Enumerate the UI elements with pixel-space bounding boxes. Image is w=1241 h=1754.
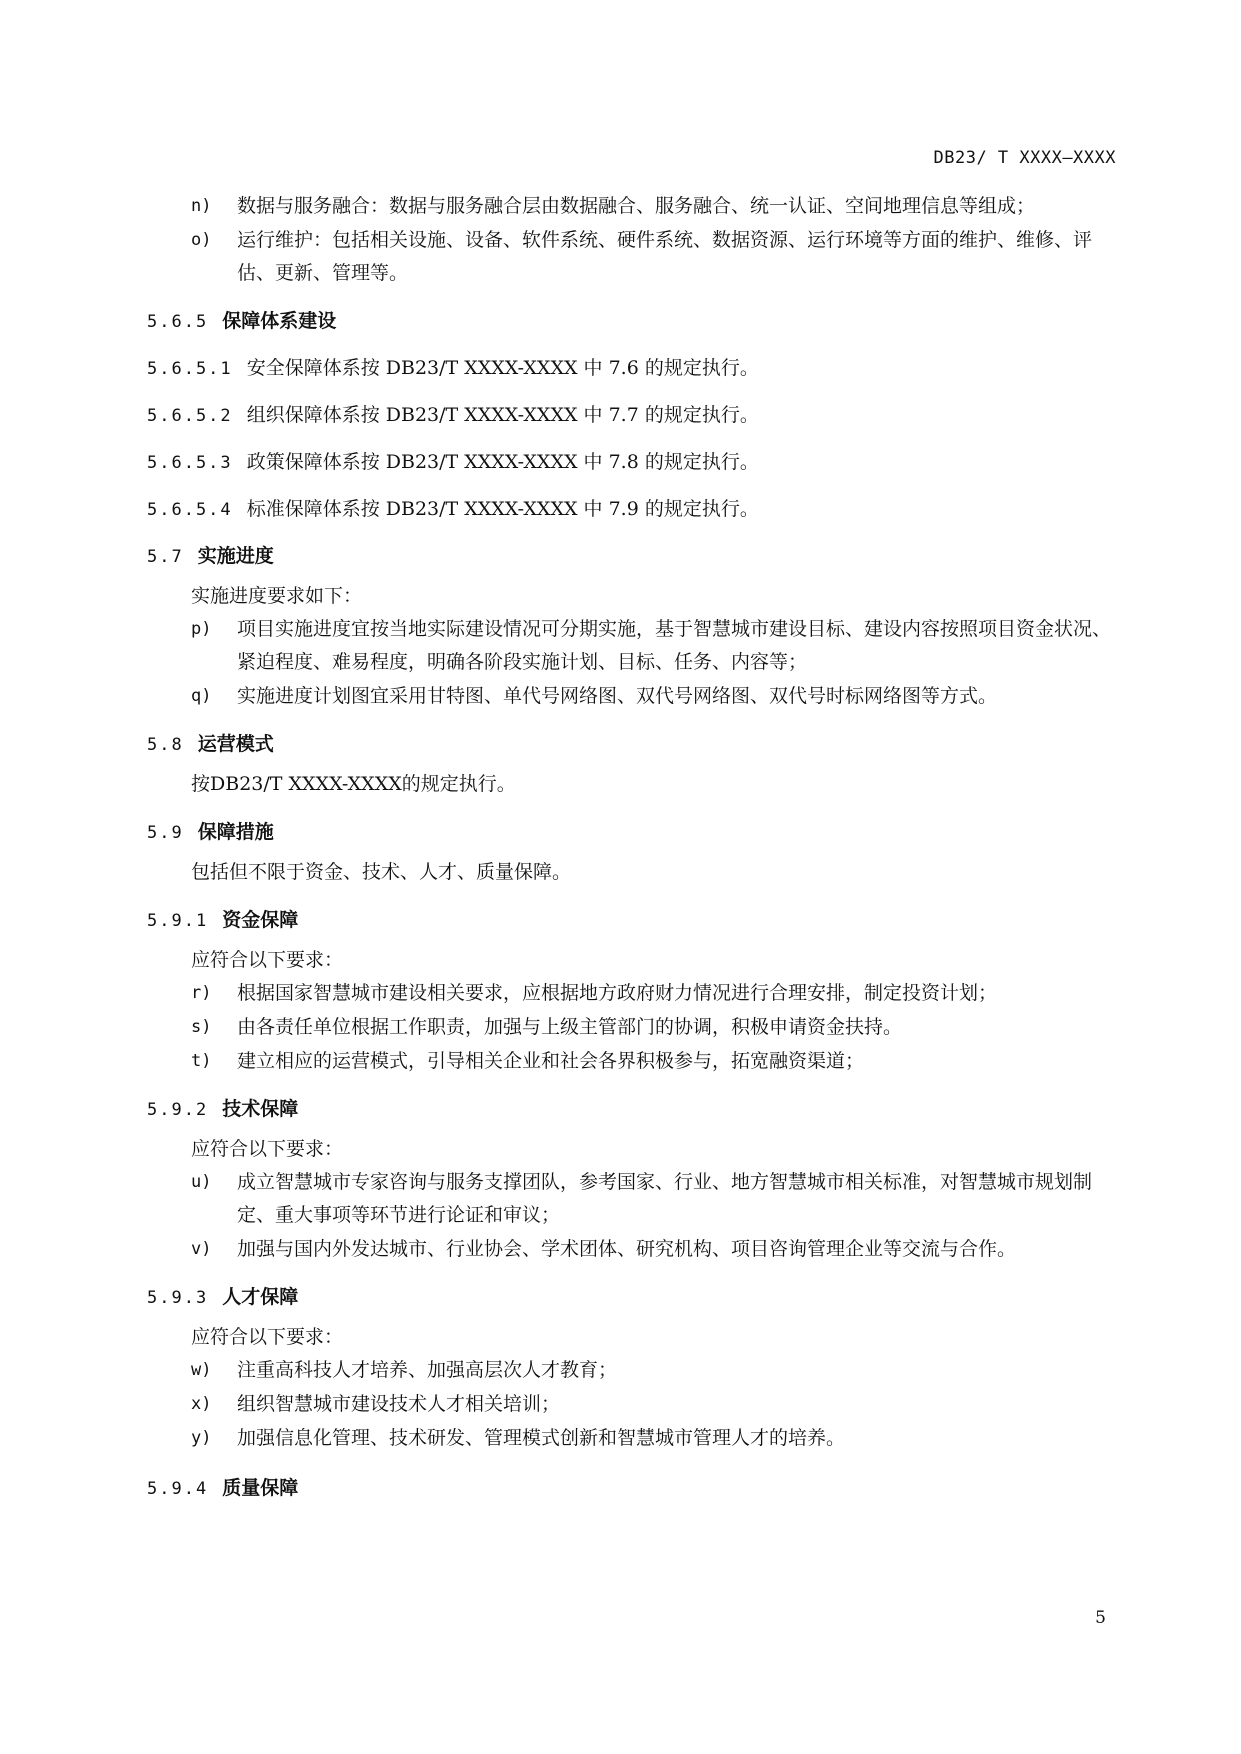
list-item-text: 实施进度计划图宜采用甘特图、单代号网络图、双代号网络图、双代号时标网络图等方式。 <box>237 685 998 707</box>
list-item-text: 注重高科技人才培养、加强高层次人才教育； <box>237 1359 618 1381</box>
section-number: 5.9.3 <box>147 1288 209 1308</box>
list-item <box>147 977 1125 1010</box>
list-item-text: 根据国家智慧城市建设相关要求，应根据地方政府财力情况进行合理安排，制定投资计划； <box>237 982 998 1004</box>
section-title: 技术保障 <box>222 1098 299 1120</box>
section-number: 5.9 <box>147 823 184 843</box>
clause-number: 5.6.5.2 <box>147 406 233 426</box>
section-title: 人才保障 <box>222 1286 299 1308</box>
list-item-text: 运行维护：包括相关设施、设备、软件系统、硬件系统、数据资源、运行环境等方面的维护、维修、评估、更新、管理等。 <box>237 229 1093 284</box>
list-item <box>147 224 1125 290</box>
clause-text: 组织保障体系按 DB23/T XXXX-XXXX 中 7.7 的规定执行。 <box>246 404 759 426</box>
list-item-text: 组织智慧城市建设技术人才相关培训； <box>237 1393 561 1415</box>
document-code: DB23/ T XXXX—XXXX <box>933 148 1116 168</box>
section-heading-5-9 <box>147 817 1125 848</box>
clause-text: 标准保障体系按 DB23/T XXXX-XXXX 中 7.9 的规定执行。 <box>246 498 759 520</box>
list-item-label: o) <box>191 230 212 250</box>
page-number: 5 <box>1095 1608 1106 1628</box>
list-item-label: r) <box>191 983 212 1003</box>
clause-text: 安全保障体系按 DB23/T XXXX-XXXX 中 7.6 的规定执行。 <box>246 357 759 379</box>
section-title: 保障措施 <box>197 821 274 843</box>
list-item-label: w) <box>191 1360 212 1380</box>
list-item <box>147 1166 1125 1232</box>
list-item-text: 建立相应的运营模式，引导相关企业和社会各界积极参与，拓宽融资渠道； <box>237 1050 865 1072</box>
section-title: 质量保障 <box>222 1477 299 1499</box>
list-item-text: 数据与服务融合：数据与服务融合层由数据融合、服务融合、统一认证、空间地理信息等组成； <box>237 195 1036 217</box>
clause-number: 5.6.5.1 <box>147 359 233 379</box>
list-item-label: y) <box>191 1428 212 1448</box>
section-heading-5-9-4 <box>147 1473 1125 1504</box>
section-number: 5.9.2 <box>147 1100 209 1120</box>
list-item <box>147 190 1125 223</box>
section-title: 运营模式 <box>197 733 274 755</box>
list-item <box>147 1388 1125 1421</box>
list-item-text: 由各责任单位根据工作职责，加强与上级主管部门的协调，积极申请资金扶持。 <box>237 1016 903 1038</box>
list-item-label: s) <box>191 1017 212 1037</box>
list-item <box>147 1045 1125 1078</box>
paragraph: 应符合以下要求： <box>191 949 344 971</box>
clause-number: 5.6.5.3 <box>147 453 233 473</box>
list-item <box>147 1011 1125 1044</box>
list-item-label: x) <box>191 1394 212 1414</box>
list-item-label: q) <box>191 686 212 706</box>
list-item-text: 加强与国内外发达城市、行业协会、学术团体、研究机构、项目咨询管理企业等交流与合作。 <box>237 1238 1017 1260</box>
list-item-label: v) <box>191 1239 212 1259</box>
list-item-label: p) <box>191 619 212 639</box>
section-heading-5-6-5 <box>147 306 1125 337</box>
list-item-text: 加强信息化管理、技术研发、管理模式创新和智慧城市管理人才的培养。 <box>237 1427 846 1449</box>
section-heading-5-9-3 <box>147 1282 1125 1313</box>
section-heading-5-9-1 <box>147 905 1125 936</box>
clause-5-6-5-2 <box>147 400 1125 431</box>
section-heading-5-9-2 <box>147 1094 1125 1125</box>
clause-number: 5.6.5.4 <box>147 500 233 520</box>
paragraph: 应符合以下要求： <box>191 1326 344 1348</box>
section-number: 5.9.4 <box>147 1479 209 1499</box>
list-item-text: 项目实施进度宜按当地实际建设情况可分期实施，基于智慧城市建设目标、建设内容按照项目资金状况、紧迫程度、难易程度，明确各阶段实施计划、目标、任务、内容等； <box>237 618 1112 673</box>
section-number: 5.7 <box>147 547 184 567</box>
list-item <box>147 1233 1125 1266</box>
list-item <box>147 1422 1125 1455</box>
paragraph: 包括但不限于资金、技术、人才、质量保障。 <box>191 861 572 883</box>
section-heading-5-8 <box>147 729 1125 760</box>
section-number: 5.8 <box>147 735 184 755</box>
list-item-label: t) <box>191 1051 212 1071</box>
list-item-text: 成立智慧城市专家咨询与服务支撑团队，参考国家、行业、地方智慧城市相关标准，对智慧城市规划制定、重大事项等环节进行论证和审议； <box>237 1171 1093 1226</box>
clause-5-6-5-1 <box>147 353 1125 384</box>
paragraph: 实施进度要求如下： <box>191 585 363 607</box>
clause-5-6-5-3 <box>147 447 1125 478</box>
section-heading-5-7 <box>147 541 1125 572</box>
clause-text: 政策保障体系按 DB23/T XXXX-XXXX 中 7.8 的规定执行。 <box>246 451 759 473</box>
list-item <box>147 613 1125 679</box>
section-title: 保障体系建设 <box>222 310 337 332</box>
paragraph: 应符合以下要求： <box>191 1138 344 1160</box>
clause-5-6-5-4 <box>147 494 1125 525</box>
section-title: 资金保障 <box>222 909 299 931</box>
section-title: 实施进度 <box>197 545 274 567</box>
list-item-label: n) <box>191 196 212 216</box>
paragraph: 按DB23/T XXXX-XXXX的规定执行。 <box>191 773 516 795</box>
page-content <box>147 190 1125 1504</box>
section-number: 5.6.5 <box>147 312 209 332</box>
list-item <box>147 1354 1125 1387</box>
section-number: 5.9.1 <box>147 911 209 931</box>
list-item-label: u) <box>191 1172 212 1192</box>
list-item <box>147 680 1125 713</box>
